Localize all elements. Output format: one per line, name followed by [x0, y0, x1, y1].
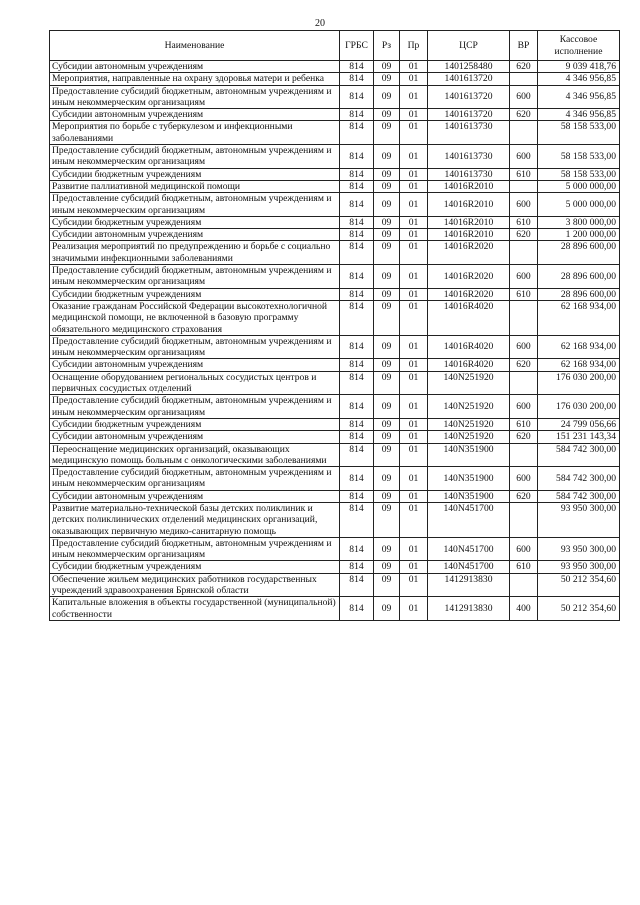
- row-rz: 09: [374, 109, 400, 121]
- row-pr: 01: [400, 597, 428, 621]
- row-name: Предоставление субсидий бюджетным, автономным учреждениям и иным некоммерческим организациям: [50, 395, 340, 419]
- table-body: [50, 61, 620, 621]
- row-name: Предоставление субсидий бюджетным, автономным учреждениям и иным некоммерческим организациям: [50, 85, 340, 109]
- row-csr: 140N351900: [428, 443, 510, 467]
- row-amount: 584 742 300,00: [538, 490, 620, 502]
- table-row: [50, 443, 620, 467]
- row-amount: 24 799 056,66: [538, 418, 620, 430]
- row-amount: 1 200 000,00: [538, 229, 620, 241]
- row-rz: 09: [374, 61, 400, 73]
- row-rz: 09: [374, 300, 400, 335]
- row-pr: 01: [400, 335, 428, 359]
- row-csr: 140N351900: [428, 490, 510, 502]
- row-name: Субсидии автономным учреждениям: [50, 61, 340, 73]
- row-vr: 600: [510, 395, 538, 419]
- row-name: Предоставление субсидий бюджетным, автономным учреждениям и иным некоммерческим организациям: [50, 145, 340, 169]
- row-rz: 09: [374, 85, 400, 109]
- row-vr: 610: [510, 561, 538, 573]
- row-amount: 4 346 956,85: [538, 73, 620, 85]
- row-name: Развитие материально-технической базы детских поликлиник и детских поликлинических отделений медицинских организаций, оказывающих первичную медико-санитарную помощь: [50, 502, 340, 537]
- row-vr: 620: [510, 431, 538, 443]
- row-pr: 01: [400, 359, 428, 371]
- row-vr: [510, 73, 538, 85]
- row-name: Субсидии автономным учреждениям: [50, 109, 340, 121]
- row-grbs: 814: [340, 418, 374, 430]
- row-csr: 1401613720: [428, 109, 510, 121]
- header-csr: ЦСР: [428, 31, 510, 61]
- row-vr: 610: [510, 418, 538, 430]
- row-pr: 01: [400, 288, 428, 300]
- row-csr: 1401613730: [428, 145, 510, 169]
- row-amount: 50 212 354,60: [538, 597, 620, 621]
- table-header-row: [50, 31, 620, 61]
- row-amount: 584 742 300,00: [538, 467, 620, 491]
- table-row: [50, 467, 620, 491]
- row-pr: 01: [400, 229, 428, 241]
- row-csr: 140N451700: [428, 537, 510, 561]
- row-grbs: 814: [340, 241, 374, 265]
- table-row: [50, 573, 620, 597]
- row-csr: 14016R2010: [428, 193, 510, 217]
- row-vr: 600: [510, 537, 538, 561]
- row-name: Развитие паллиативной медицинской помощи: [50, 180, 340, 192]
- row-name: Переоснащение медицинских организаций, оказывающих медицинскую помощь больным с онкологическими заболеваниями: [50, 443, 340, 467]
- table-row: [50, 180, 620, 192]
- row-amount: 4 346 956,85: [538, 85, 620, 109]
- row-csr: 140N251920: [428, 371, 510, 395]
- row-csr: 1412913830: [428, 597, 510, 621]
- row-amount: 28 896 600,00: [538, 265, 620, 289]
- row-rz: 09: [374, 168, 400, 180]
- row-vr: 610: [510, 216, 538, 228]
- row-vr: [510, 371, 538, 395]
- row-amount: 62 168 934,00: [538, 359, 620, 371]
- row-csr: 14016R2010: [428, 180, 510, 192]
- row-vr: [510, 121, 538, 145]
- budget-table: [49, 30, 620, 621]
- row-vr: 620: [510, 109, 538, 121]
- table-row: [50, 502, 620, 537]
- table-row: [50, 121, 620, 145]
- header-rz: Рз: [374, 31, 400, 61]
- row-csr: 140N351900: [428, 467, 510, 491]
- row-name: Предоставление субсидий бюджетным, автономным учреждениям и иным некоммерческим организациям: [50, 335, 340, 359]
- row-name: Субсидии бюджетным учреждениям: [50, 418, 340, 430]
- row-name: Субсидии бюджетным учреждениям: [50, 168, 340, 180]
- table-row: [50, 288, 620, 300]
- row-rz: 09: [374, 418, 400, 430]
- table-row: [50, 241, 620, 265]
- row-rz: 09: [374, 561, 400, 573]
- table-row: [50, 216, 620, 228]
- row-grbs: 814: [340, 61, 374, 73]
- row-pr: 01: [400, 490, 428, 502]
- row-grbs: 814: [340, 145, 374, 169]
- row-rz: 09: [374, 216, 400, 228]
- row-grbs: 814: [340, 180, 374, 192]
- row-amount: 62 168 934,00: [538, 300, 620, 335]
- row-name: Субсидии бюджетным учреждениям: [50, 216, 340, 228]
- row-name: Мероприятия, направленные на охрану здоровья матери и ребенка: [50, 73, 340, 85]
- row-name: Предоставление субсидий бюджетным, автономным учреждениям и иным некоммерческим организациям: [50, 265, 340, 289]
- row-csr: 14016R4020: [428, 359, 510, 371]
- row-pr: 01: [400, 395, 428, 419]
- row-rz: 09: [374, 335, 400, 359]
- row-csr: 1401613720: [428, 85, 510, 109]
- table-row: [50, 431, 620, 443]
- row-pr: 01: [400, 73, 428, 85]
- header-grbs: ГРБС: [340, 31, 374, 61]
- table-row: [50, 371, 620, 395]
- row-grbs: 814: [340, 502, 374, 537]
- row-amount: 9 039 418,76: [538, 61, 620, 73]
- row-vr: 620: [510, 490, 538, 502]
- table-row: [50, 229, 620, 241]
- table-row: [50, 490, 620, 502]
- table-row: [50, 537, 620, 561]
- row-grbs: 814: [340, 168, 374, 180]
- table-row: [50, 193, 620, 217]
- row-amount: 93 950 300,00: [538, 502, 620, 537]
- row-grbs: 814: [340, 395, 374, 419]
- row-amount: 3 800 000,00: [538, 216, 620, 228]
- row-rz: 09: [374, 241, 400, 265]
- row-amount: 176 030 200,00: [538, 395, 620, 419]
- row-grbs: 814: [340, 288, 374, 300]
- row-vr: [510, 502, 538, 537]
- row-grbs: 814: [340, 467, 374, 491]
- row-name: Обеспечение жильем медицинских работников государственных учреждений здравоохранения Брянской области: [50, 573, 340, 597]
- row-name: Субсидии автономным учреждениям: [50, 229, 340, 241]
- table-row: [50, 561, 620, 573]
- row-vr: 620: [510, 229, 538, 241]
- row-name: Капитальные вложения в объекты государственной (муниципальной) собственности: [50, 597, 340, 621]
- row-pr: 01: [400, 168, 428, 180]
- row-csr: 1401613730: [428, 121, 510, 145]
- row-grbs: 814: [340, 490, 374, 502]
- row-pr: 01: [400, 109, 428, 121]
- row-vr: [510, 180, 538, 192]
- row-name: Субсидии автономным учреждениям: [50, 359, 340, 371]
- row-name: Предоставление субсидий бюджетным, автономным учреждениям и иным некоммерческим организациям: [50, 467, 340, 491]
- row-rz: 09: [374, 359, 400, 371]
- row-grbs: 814: [340, 561, 374, 573]
- row-pr: 01: [400, 241, 428, 265]
- header-name: Наименование: [50, 31, 340, 61]
- row-grbs: 814: [340, 229, 374, 241]
- row-rz: 09: [374, 145, 400, 169]
- row-name: Мероприятия по борьбе с туберкулезом и инфекционными заболеваниями: [50, 121, 340, 145]
- row-grbs: 814: [340, 359, 374, 371]
- header-amount: Кассовое исполнение: [538, 31, 620, 61]
- row-grbs: 814: [340, 371, 374, 395]
- row-vr: 600: [510, 467, 538, 491]
- table-row: [50, 395, 620, 419]
- row-amount: 5 000 000,00: [538, 180, 620, 192]
- row-vr: 610: [510, 288, 538, 300]
- table-row: [50, 359, 620, 371]
- row-grbs: 814: [340, 431, 374, 443]
- row-grbs: 814: [340, 300, 374, 335]
- row-name: Оснащение оборудованием региональных сосудистых центров и первичных сосудистых отделений: [50, 371, 340, 395]
- row-grbs: 814: [340, 265, 374, 289]
- row-rz: 09: [374, 443, 400, 467]
- row-pr: 01: [400, 193, 428, 217]
- row-pr: 01: [400, 443, 428, 467]
- row-pr: 01: [400, 371, 428, 395]
- row-rz: 09: [374, 371, 400, 395]
- row-amount: 176 030 200,00: [538, 371, 620, 395]
- row-vr: 620: [510, 359, 538, 371]
- row-vr: 600: [510, 265, 538, 289]
- row-pr: 01: [400, 418, 428, 430]
- row-pr: 01: [400, 300, 428, 335]
- row-pr: 01: [400, 573, 428, 597]
- row-csr: 1401258480: [428, 61, 510, 73]
- row-csr: 14016R2020: [428, 288, 510, 300]
- row-rz: 09: [374, 121, 400, 145]
- row-csr: 140N251920: [428, 418, 510, 430]
- row-rz: 09: [374, 193, 400, 217]
- row-name: Реализация мероприятий по предупреждению и борьбе с социально значимыми инфекционными заболеваниями: [50, 241, 340, 265]
- row-grbs: 814: [340, 573, 374, 597]
- row-grbs: 814: [340, 335, 374, 359]
- row-name: Субсидии бюджетным учреждениям: [50, 288, 340, 300]
- row-amount: 58 158 533,00: [538, 145, 620, 169]
- table-row: [50, 418, 620, 430]
- row-csr: 140N251920: [428, 395, 510, 419]
- row-pr: 01: [400, 121, 428, 145]
- table-row: [50, 61, 620, 73]
- table-row: [50, 73, 620, 85]
- row-name: Оказание гражданам Российской Федерации высокотехнологичной медицинской помощи, не включенной в базовую программу обязательного медицинского страхования: [50, 300, 340, 335]
- row-vr: 620: [510, 61, 538, 73]
- row-rz: 09: [374, 490, 400, 502]
- row-csr: 14016R4020: [428, 300, 510, 335]
- row-vr: 600: [510, 193, 538, 217]
- row-pr: 01: [400, 561, 428, 573]
- row-csr: 1401613730: [428, 168, 510, 180]
- row-vr: [510, 573, 538, 597]
- row-grbs: 814: [340, 193, 374, 217]
- row-vr: [510, 443, 538, 467]
- row-pr: 01: [400, 467, 428, 491]
- row-vr: 610: [510, 168, 538, 180]
- row-name: Предоставление субсидий бюджетным, автономным учреждениям и иным некоммерческим организациям: [50, 193, 340, 217]
- table-row: [50, 109, 620, 121]
- row-rz: 09: [374, 265, 400, 289]
- row-amount: 93 950 300,00: [538, 537, 620, 561]
- row-vr: 400: [510, 597, 538, 621]
- row-rz: 09: [374, 467, 400, 491]
- table-row: [50, 265, 620, 289]
- row-amount: 584 742 300,00: [538, 443, 620, 467]
- row-pr: 01: [400, 61, 428, 73]
- row-pr: 01: [400, 145, 428, 169]
- row-csr: 140N451700: [428, 502, 510, 537]
- row-rz: 09: [374, 597, 400, 621]
- row-pr: 01: [400, 537, 428, 561]
- page-number: 20: [315, 18, 325, 29]
- table-row: [50, 300, 620, 335]
- row-name: Субсидии бюджетным учреждениям: [50, 561, 340, 573]
- table-row: [50, 597, 620, 621]
- row-rz: 09: [374, 229, 400, 241]
- row-rz: 09: [374, 431, 400, 443]
- table-row: [50, 168, 620, 180]
- row-grbs: 814: [340, 85, 374, 109]
- row-rz: 09: [374, 288, 400, 300]
- row-name: Субсидии автономным учреждениям: [50, 431, 340, 443]
- header-pr: Пр: [400, 31, 428, 61]
- row-pr: 01: [400, 502, 428, 537]
- row-rz: 09: [374, 73, 400, 85]
- row-csr: 1412913830: [428, 573, 510, 597]
- row-amount: 58 158 533,00: [538, 121, 620, 145]
- row-grbs: 814: [340, 73, 374, 85]
- table-row: [50, 85, 620, 109]
- row-amount: 62 168 934,00: [538, 335, 620, 359]
- row-vr: 600: [510, 145, 538, 169]
- row-rz: 09: [374, 502, 400, 537]
- row-pr: 01: [400, 431, 428, 443]
- row-grbs: 814: [340, 216, 374, 228]
- header-vr: ВР: [510, 31, 538, 61]
- row-csr: 1401613720: [428, 73, 510, 85]
- table-row: [50, 335, 620, 359]
- row-pr: 01: [400, 265, 428, 289]
- row-amount: 58 158 533,00: [538, 168, 620, 180]
- row-rz: 09: [374, 537, 400, 561]
- row-amount: 5 000 000,00: [538, 193, 620, 217]
- row-amount: 93 950 300,00: [538, 561, 620, 573]
- row-csr: 14016R2020: [428, 241, 510, 265]
- row-grbs: 814: [340, 109, 374, 121]
- row-csr: 140N451700: [428, 561, 510, 573]
- row-pr: 01: [400, 216, 428, 228]
- row-csr: 14016R2010: [428, 216, 510, 228]
- row-amount: 151 231 143,34: [538, 431, 620, 443]
- row-vr: 600: [510, 85, 538, 109]
- row-name: Предоставление субсидий бюджетным, автономным учреждениям и иным некоммерческим организациям: [50, 537, 340, 561]
- row-amount: 50 212 354,60: [538, 573, 620, 597]
- row-rz: 09: [374, 180, 400, 192]
- row-pr: 01: [400, 85, 428, 109]
- row-amount: 4 346 956,85: [538, 109, 620, 121]
- row-vr: [510, 241, 538, 265]
- row-pr: 01: [400, 180, 428, 192]
- row-name: Субсидии автономным учреждениям: [50, 490, 340, 502]
- row-amount: 28 896 600,00: [538, 241, 620, 265]
- row-csr: 14016R2020: [428, 265, 510, 289]
- row-rz: 09: [374, 395, 400, 419]
- row-vr: 600: [510, 335, 538, 359]
- row-vr: [510, 300, 538, 335]
- table-row: [50, 145, 620, 169]
- row-rz: 09: [374, 573, 400, 597]
- row-grbs: 814: [340, 443, 374, 467]
- row-csr: 14016R4020: [428, 335, 510, 359]
- row-grbs: 814: [340, 537, 374, 561]
- row-grbs: 814: [340, 597, 374, 621]
- row-csr: 14016R2010: [428, 229, 510, 241]
- row-grbs: 814: [340, 121, 374, 145]
- row-csr: 140N251920: [428, 431, 510, 443]
- row-amount: 28 896 600,00: [538, 288, 620, 300]
